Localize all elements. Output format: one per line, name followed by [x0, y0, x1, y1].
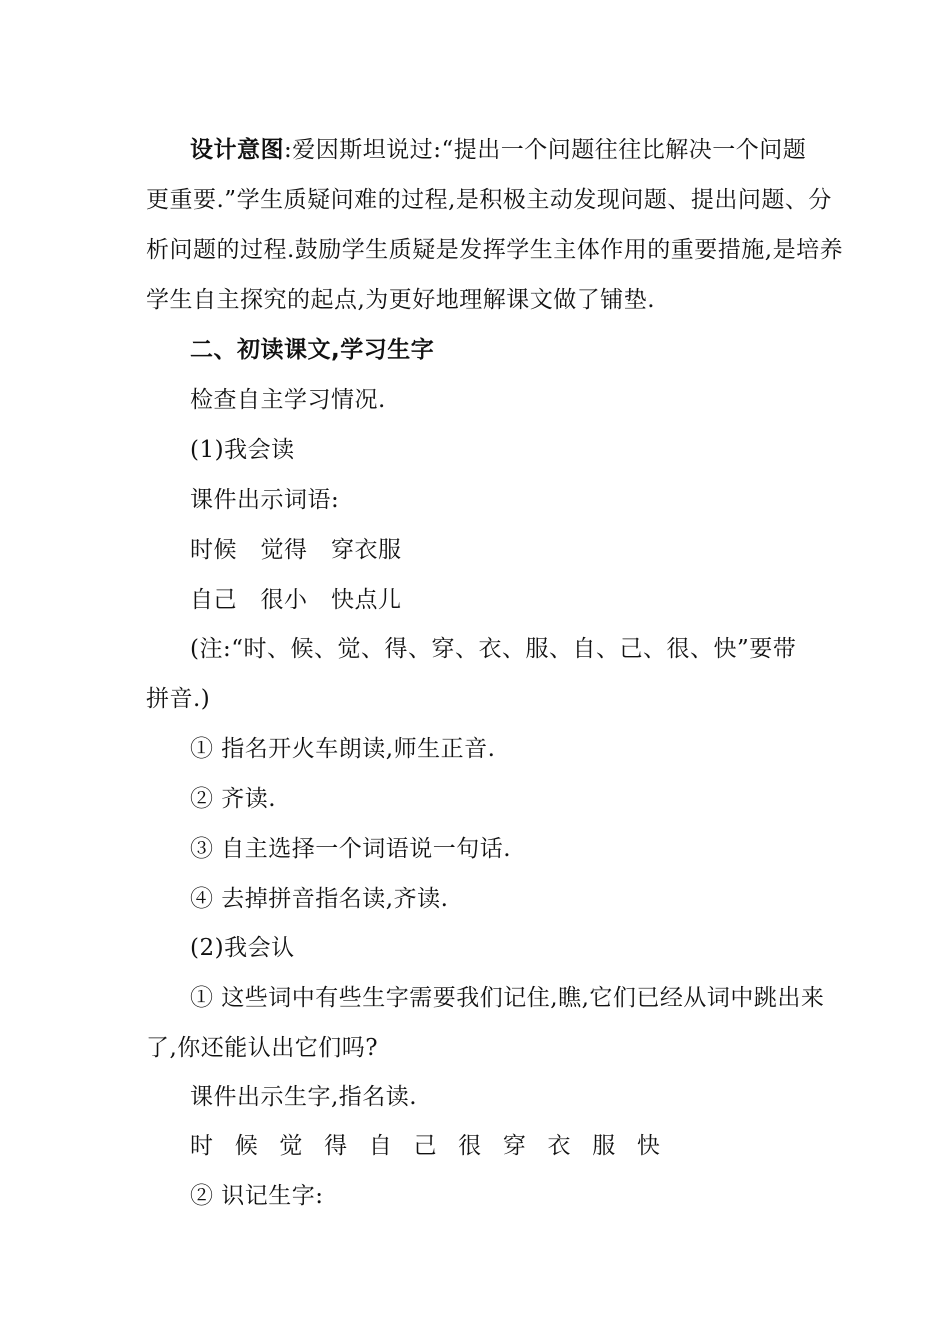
character: 自: [368, 1133, 392, 1159]
design-intent-line-4: 学生自主探究的起点,为更好地理解课文做了铺垫.: [146, 287, 656, 313]
part2-title: (2)我会认: [190, 935, 295, 961]
step-1: ① 指名开火车朗读,师生正音.: [190, 736, 496, 762]
character: 服: [592, 1133, 616, 1159]
character: 很: [458, 1133, 482, 1159]
note-line-1: (注:“时、候、觉、得、穿、衣、服、自、己、很、快”要带: [190, 636, 797, 662]
part1-show-words: 课件出示词语:: [190, 487, 340, 513]
character: 得: [324, 1133, 348, 1159]
character: 己: [413, 1133, 437, 1159]
character: 觉: [279, 1133, 303, 1159]
memorize-characters: ② 识记生字:: [190, 1183, 324, 1209]
character: 穿: [502, 1133, 526, 1159]
step-4: ④ 去掉拼音指名读,齐读.: [190, 886, 449, 912]
part1-title: (1)我会读: [190, 437, 295, 463]
words-row-2: 自己 很小 快点儿: [190, 587, 402, 613]
character: 时: [190, 1133, 213, 1159]
part2-intro-line-2: 了,你还能认出它们吗?: [146, 1035, 379, 1061]
check-self-study: 检查自主学习情况.: [190, 387, 386, 413]
section-two-heading-tail: ,学习生字: [331, 337, 435, 363]
new-characters-row: [190, 1131, 682, 1161]
character: 快: [636, 1133, 660, 1159]
step-2: ② 齐读.: [190, 786, 277, 812]
note-line-2: 拼音.): [146, 686, 211, 712]
design-intent-text: :爱因斯坦说过:“提出一个问题往往比解决一个问题: [284, 137, 807, 163]
design-intent-line-3: 析问题的过程.鼓励学生质疑是发挥学生主体作用的重要措施,是培养: [146, 237, 844, 263]
section-two-heading: [190, 335, 434, 365]
step-3: ③ 自主选择一个词语说一句话.: [190, 836, 512, 862]
character: 衣: [547, 1133, 571, 1159]
design-intent-label: 设计意图: [190, 137, 284, 163]
design-intent-line-1: [190, 135, 806, 165]
design-intent-line-2: 更重要.”学生质疑问难的过程,是积极主动发现问题、提出问题、分: [146, 187, 832, 213]
words-row-1: 时候 觉得 穿衣服: [190, 537, 402, 563]
part2-show-chars: 课件出示生字,指名读.: [190, 1084, 418, 1110]
part2-intro-line-1: ① 这些词中有些生字需要我们记住,瞧,它们已经从词中跳出来: [190, 985, 825, 1011]
character: 候: [234, 1133, 258, 1159]
section-two-heading-main: 二、初读课文: [190, 337, 331, 363]
